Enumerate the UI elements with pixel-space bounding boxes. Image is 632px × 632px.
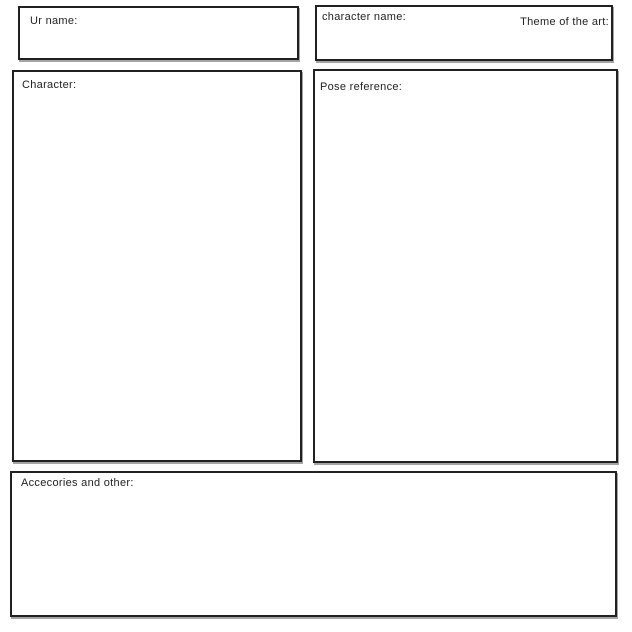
theme-of-art-label: Theme of the art: [520,16,609,28]
accessories-label: Accecories and other: [21,477,134,489]
ur-name-field[interactable] [18,6,299,60]
ur-name-label: Ur name: [30,15,78,27]
character-name-label: character name: [322,11,406,23]
character-name-field[interactable] [315,5,613,61]
character-field[interactable] [12,70,302,462]
accessories-field[interactable] [10,471,617,617]
character-label: Character: [22,79,77,91]
pose-reference-field[interactable] [313,69,618,463]
pose-reference-label: Pose reference: [320,81,403,93]
